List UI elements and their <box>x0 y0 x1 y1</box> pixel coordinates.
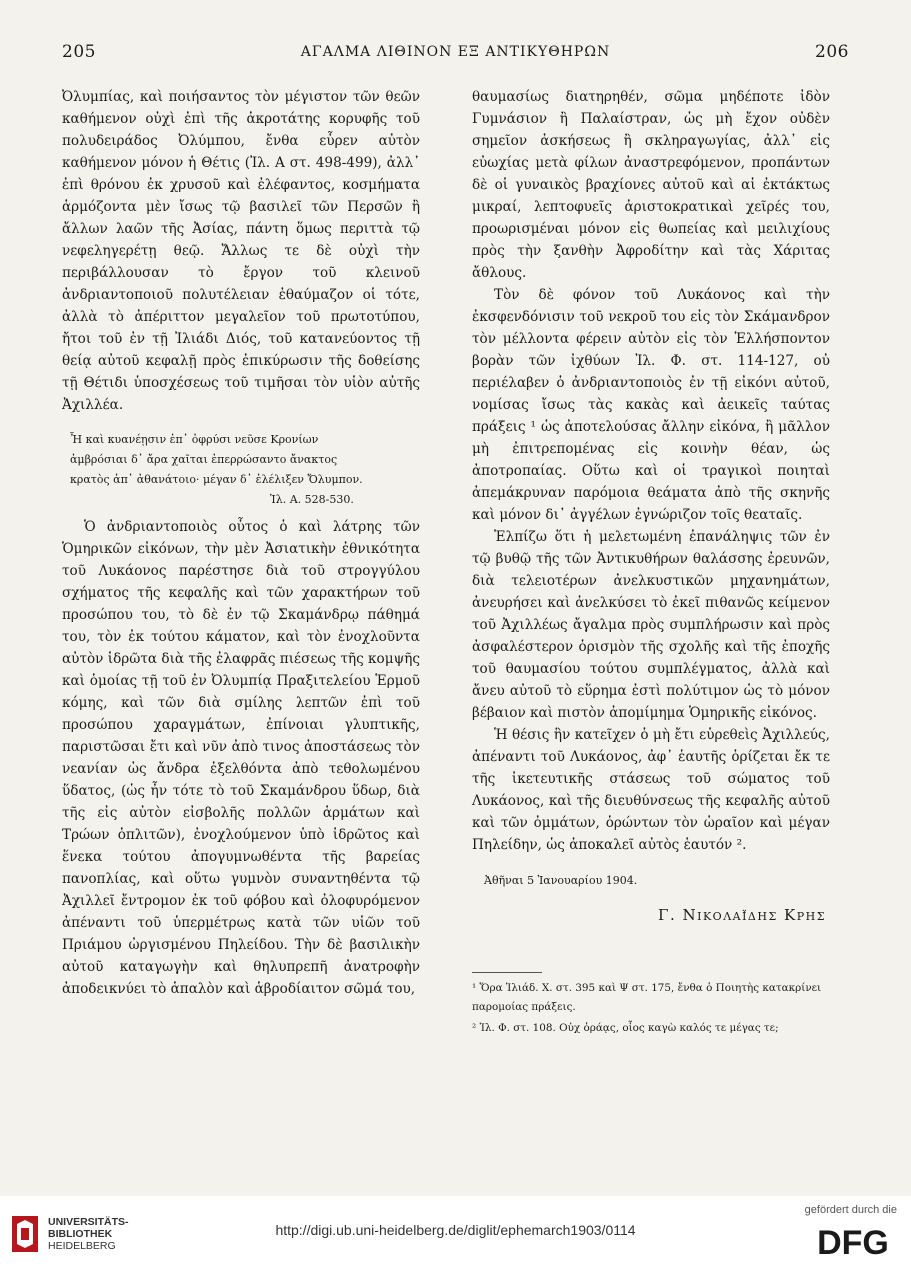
quote-line-1: Ἦ καὶ κυανέῃσιν ἐπ᾽ ὀφρύσι νεῦσε Κρονίων <box>70 433 319 446</box>
dateline: Ἀθῆναι 5 Ἰανουαρίου 1904. <box>484 874 638 887</box>
page-header <box>62 38 849 66</box>
library-line-1: UNIVERSITÄTS- <box>48 1216 129 1228</box>
quote-line-3: κρατὸς ἀπ᾽ ἀθανάτοιο· μέγαν δ᾽ ἐλέλιξεν Ὄλυμπον. <box>70 473 363 486</box>
footnote-rule <box>472 972 542 973</box>
permalink-url[interactable]: http://digi.ub.uni-heidelberg.de/diglit/ephemarch1903/0114 <box>275 1222 636 1238</box>
library-line-2: BIBLIOTHEK <box>48 1228 113 1240</box>
quote-reference: Ἰλ. Α. 528-530. <box>270 493 354 506</box>
right-paragraph-2: Τὸν δὲ φόνον τοῦ Λυκάονος καὶ τὴν ἐκσφενδόνισιν τοῦ νεκροῦ του εἰς τὸν Σκάμανδρον τὸν μέλλοντα φέρειν αὐτὸν εἰς τὸν Ἑλλήσποντον βορὰν τῶν ἰχθύων Ἰλ. Φ. στ. 114-127, οὐ περιέλαβεν ὁ ἀνδριαντοποιὸς ἐν τῇ εἰκόνι αὐτοῦ, νομίσας ἴσως τὰς κακὰς καὶ ἀεικεῖς ταύτας πράξεις ¹ ὡς ἀποτελούσας ἄλλην εἰκόνα, ἢ μᾶλλον μὴ ἐπιτρεπομένας εἰς κοινὴν θέαν, ὡς ἀποτροπαίας. Οὕτω καὶ οἱ τραγικοὶ ποιηταὶ ἀπεμάκρυναν παρόμοια θεάματα ἀπὸ τῆς σκηνῆς καὶ μόνον δι᾽ ἀγγέλων ἐγνώριζον τοῖς θεαταῖς. <box>472 287 830 523</box>
dfg-logo-icon[interactable] <box>809 1220 897 1260</box>
right-paragraph-3: Ἐλπίζω ὅτι ἡ μελετωμένη ἐπανάληψις τῶν ἐν τῷ βυθῷ τῆς τῶν Ἀντικυθήρων θαλάσσης ἐρευνῶν, διὰ τελειοτέρων ἀνελκυστικῶν μηχανημάτων, ἀνευρήσει καὶ ἀνελκύσει τὸ ἐκεῖ πιθανῶς κείμενον τοῦ Ἀχιλλέως ἄγαλμα πρὸς συμπλήρωσιν καὶ πρὸς ἀσφαλέστερον ὁρισμὸν τῆς σχολῆς καὶ τῆς ἐποχῆς τοῦ θαυμασίου τούτου συμπλέγματος, ἀλλὰ καὶ ἄνευ αὐτοῦ τὸ εὕρημα ἐστὶ πολύτιμον ὡς τὸ μόνον βέβαιον καὶ πιστὸν ἀπομίμημα Ὁμηρικῆς εἰκόνος. <box>472 529 830 721</box>
left-paragraph-2: Ὁ ἀνδριαντοποιὸς οὗτος ὁ καὶ λάτρης τῶν Ὁμηρικῶν εἰκόνων, τὴν μὲν Ἀσιατικὴν ἐθνικότητα τοῦ Λυκάονος παρέστησε διὰ τοῦ στρογγύλου σχήματος τῆς κεφαλῆς καὶ τῶν χαρακτήρων τοῦ προσώπου του, τὸ δὲ ἐν τῷ Σκαμάνδρῳ πάθημά του, τὸν ἐκ τούτου κάματον, καὶ τὸν ἐνοχλοῦντα αὐτὸν ἱδρῶτα διὰ τῆς ἐλαφρᾶς πιέσεως τῆς κομψῆς καὶ ὁμοίας τῇ τοῦ ἐν Ὀλυμπίᾳ Πραξιτελείου Ἑρμοῦ κόμης, καὶ τῶν διὰ σμίλης λεπτῶν ἐπὶ τοῦ προσώπου χαραγμάτων, ἐπίνοιαι γλυπτικῆς, παριστῶσαι ἔτι καὶ νῦν ἀπὸ τινος ἀποστάσεως τὸν νεανίαν ὡς ἄνδρα ἐξελθόντα ἀπὸ τεθολωμένου ὕδατος, (ὡς ἦν τότε τὸ τοῦ Σκαμάνδρου ὕδωρ, διὰ τῆς εἰς αὐτὸν εἰσβολῆς πολλῶν ἁρμάτων καὶ Τρώων ὁπλιτῶν), ἐνοχλούμενον ὑπὸ ἱδρῶτος καὶ ἕνεκα τούτου ἀπογυμνωθέντα τῆς βαρείας πανοπλίας, καὶ οὕτω γυμνὸν συναντηθέντα τῷ Ἀχιλλεῖ ἔντρομον ἐκ τοῦ φόβου καὶ ὀλοφυρόμενον ἀπέναντι τοῦ ὑπερμέτρως κατὰ τῶν υἱῶν τοῦ Πριάμου ὠργισμένου Πηλείδου. Τὴν δὲ βασιλικὴν αὐτοῦ καταγωγὴν καὶ θηλυπρεπῆ ἀνατροφὴν ἀποδεικνύει τὸ ἁπαλὸν καὶ ἁβροδίαιτον σῶμά του, <box>62 519 420 997</box>
homeric-quote <box>70 430 420 510</box>
quote-line-2: ἀμβρόσιαι δ᾽ ἄρα χαῖται ἐπερρώσαντο ἄνακτος <box>70 453 338 466</box>
running-title: ΑΓΑΛΜΑ ΛΙΘΙΝΟΝ ΕΞ ΑΝΤΙΚΥΘΗΡΩΝ <box>300 44 611 60</box>
page-number-right: 206 <box>815 42 849 62</box>
right-paragraph-1: θαυμασίως διατηρηθέν, σῶμα μηδέποτε ἰδὸν Γυμνάσιον ἢ Παλαίστραν, ὡς μὴ ἔχον οὐδὲν σημεῖον ἀσκήσεως ἢ σκληραγωγίας, ἀλλ᾽ εἰς εὐωχίας μετὰ φίλων ἀναστρεφόμενον, προπάντων δὲ οἱ γυναικὸς βραχίονες αὐτοῦ καὶ αἱ ἐκτάκτως μικραί, λεπτοφυεῖς ἀριστοκρατικαὶ χεῖρές του, προωρισμέναι μόνον εἰς θωπείας καὶ μειλιχίους πρὸς τὴν ξανθὴν Ἀφροδίτην καὶ τὰς Χάριτας ἄθλους. <box>472 89 830 281</box>
page-number-left: 205 <box>62 42 96 62</box>
footnote-1: ¹ Ὅρα Ἰλιάδ. Χ. στ. 395 καὶ Ψ στ. 175, ἔνθα ὁ Ποιητὴς κατακρίνει παρομοίας πράξεις. <box>472 982 822 1013</box>
left-column <box>62 86 420 1000</box>
viewer-footer <box>0 1196 911 1271</box>
footnotes <box>472 972 830 1040</box>
left-paragraph-1: Ὀλυμπίας, καὶ ποιήσαντος τὸν μέγιστον τῶν θεῶν καθήμενον οὐχὶ ἐπὶ τῆς ἀκροτάτης κορυφῆς τοῦ πολυδειράδος Ὀλύμπου, ἔνθα εὗρεν αὐτὸν καθήμενον μόνον ἡ Θέτις (Ἰλ. Α στ. 498-499), ἀλλ᾽ ἐπὶ θρόνου ἐκ χρυσοῦ καὶ ἐλέφαντος, κοσμήματα ἁρμόζοντα μὲν ἴσως τῷ βασιλεῖ τῶν Περσῶν ἢ ἄλλων λαῶν τῆς Ἀσίας, πάντη ὅμως περιττὰ τῷ νεφεληγερέτῃ θεῷ. Ἄλλως τε δὲ οὐχὶ τὴν περιβάλλουσαν τὸ ἔργον τοῦ κλεινοῦ ἀνδριαντοποιοῦ πολυτέλειαν ἐθαύμαζον οἱ τότε, ἀλλὰ τὸ ἀπέριττον μεγαλεῖον τοῦ πρωτοτύπου, ἤτοι τοῦ ἐν τῇ Ἰλιάδι Διός, τοῦ κατανεύοντος τῇ θείᾳ αὐτοῦ κεφαλῇ πρὸς ἐπικύρωσιν τῆς δοθείσης τῇ Θέτιδι ὑποσχέσεως τοῦ τιμῆσαι τὸν υἱὸν αὐτῆς Ἀχιλλέα. <box>62 89 420 413</box>
library-line-3: HEIDELBERG <box>48 1240 116 1252</box>
right-paragraph-4: Ἡ θέσις ἣν κατεῖχεν ὁ μὴ ἔτι εὑρεθεὶς Ἀχιλλεύς, ἀπέναντι τοῦ Λυκάονος, ἀφ᾽ ἑαυτῆς ὁρίζεται ἔκ τε τῆς ἱκετευτικῆς στάσεως τοῦ σώματος τοῦ Λυκάονος, καὶ τῆς διευθύνσεως τῆς κεφαλῆς αὐτοῦ καὶ τῶν ὀμμάτων, ὁρώντων τὸν ὡραῖον καὶ μέγαν Πηλείδην, ὡς ἀποκαλεῖ αὐτὸς ἑαυτόν ². <box>472 727 830 853</box>
funded-by-caption: gefördert durch die <box>804 1204 897 1216</box>
right-column <box>472 86 830 926</box>
dfg-logo-text: DFG <box>817 1224 889 1260</box>
footnote-2: ² Ἰλ. Φ. στ. 108. Οὐχ ὁράᾳς, οἷος καγὼ καλός τε μέγας τε; <box>472 1022 779 1034</box>
author-signature: Γ. Νικολαΐδης Κρης <box>658 906 826 924</box>
